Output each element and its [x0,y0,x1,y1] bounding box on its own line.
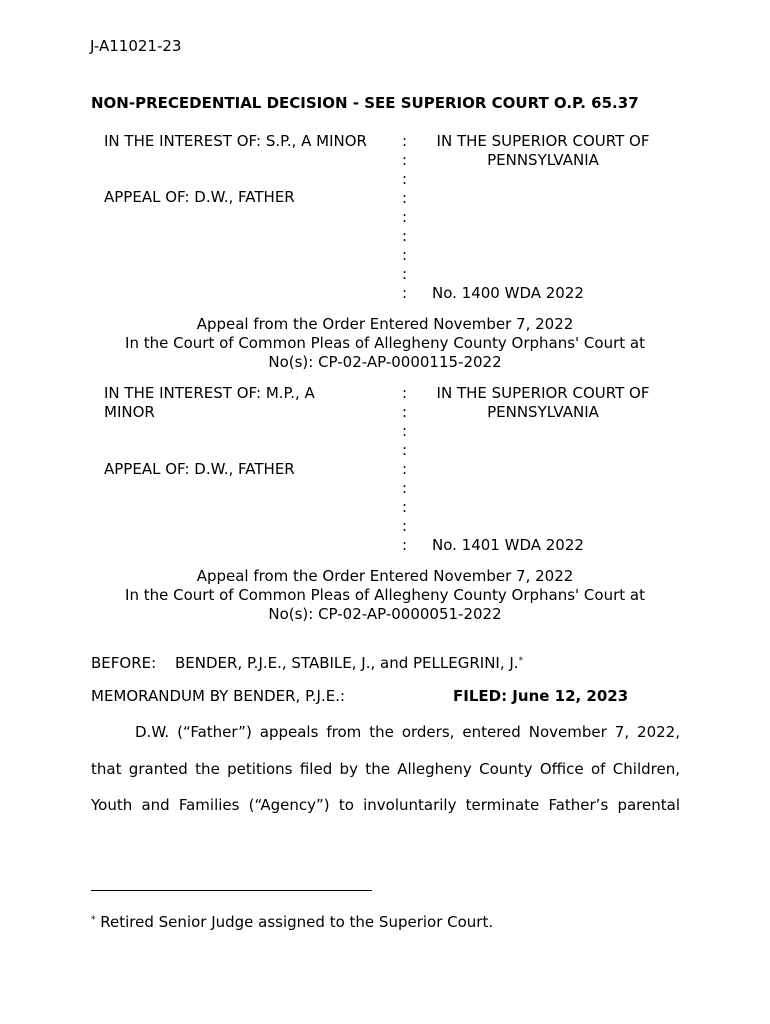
case-2-court-line: IN THE SUPERIOR COURT OF [436,384,650,402]
docket-number: J-A11021-23 [90,37,182,55]
case-1-interest [104,132,367,151]
case-2-interest-line: MINOR [104,403,155,421]
case-1-appeal-of: APPEAL OF: D.W., FATHER [104,188,295,206]
appeal-from-line: In the Court of Common Pleas of Allegheny County Orphans' Court at [125,586,645,604]
before-label: BEFORE: [91,654,157,672]
case-2-interest [104,384,315,422]
case-1-colon-final: : [402,284,408,302]
appeal-from-line: In the Court of Common Pleas of Allegheny County Orphans' Court at [125,334,645,352]
decision-heading: NON-PRECEDENTIAL DECISION - SEE SUPERIOR COURT O.P. 65.37 [91,94,639,112]
case-1-caption-divider: : : : : : : : : [402,132,408,283]
case-2-court-line: PENNSYLVANIA [487,403,599,421]
case-2-caption-divider: : : : : : : : : [402,384,408,535]
case-1-court-line: IN THE SUPERIOR COURT OF [436,132,650,150]
case-1-number: No. 1400 WDA 2022 [432,284,584,302]
case-2-interest-line: IN THE INTEREST OF: M.P., A [104,384,315,402]
footnote-mark: * [91,915,96,925]
footnote [91,913,493,932]
body-line: that granted the petitions filed by the Allegheny County Office of Children, [91,759,680,778]
footnote-reference: * [518,656,524,666]
case-1-court-line: PENNSYLVANIA [487,151,599,169]
filed-date: FILED: June 12, 2023 [453,687,629,705]
memorandum-author: MEMORANDUM BY BENDER, P.J.E.: [91,687,346,705]
case-2-appeal-of: APPEAL OF: D.W., FATHER [104,460,295,478]
case-2-number: No. 1401 WDA 2022 [432,536,584,554]
footnote-divider [91,890,372,891]
body-line: Youth and Families (“Agency”) to involuntarily terminate Father’s parental [91,796,680,814]
case-2-colon-final: : [402,536,408,554]
case-2-court [432,384,654,422]
panel-line [91,654,523,673]
appeal-from-line: Appeal from the Order Entered November 7, 2022 [196,567,574,585]
panel-judges: BENDER, P.J.E., STABILE, J., and PELLEGRINI, J. [175,654,519,672]
case-1-court [432,132,654,170]
opinion-body [91,714,680,824]
case-2-appeal-from [100,567,670,624]
appeal-from-line: No(s): CP-02-AP-0000115-2022 [268,353,502,371]
appeal-from-line: No(s): CP-02-AP-0000051-2022 [268,605,502,623]
case-1-interest-line: IN THE INTEREST OF: S.P., A MINOR [104,132,367,150]
appeal-from-line: Appeal from the Order Entered November 7, 2022 [196,315,574,333]
body-text: D.W. (“Father”) appeals from the orders, entered November 7, 2022, [135,723,680,741]
body-line [91,714,680,751]
case-1-appeal-from [100,315,670,372]
footnote-text: Retired Senior Judge assigned to the Superior Court. [100,913,494,931]
